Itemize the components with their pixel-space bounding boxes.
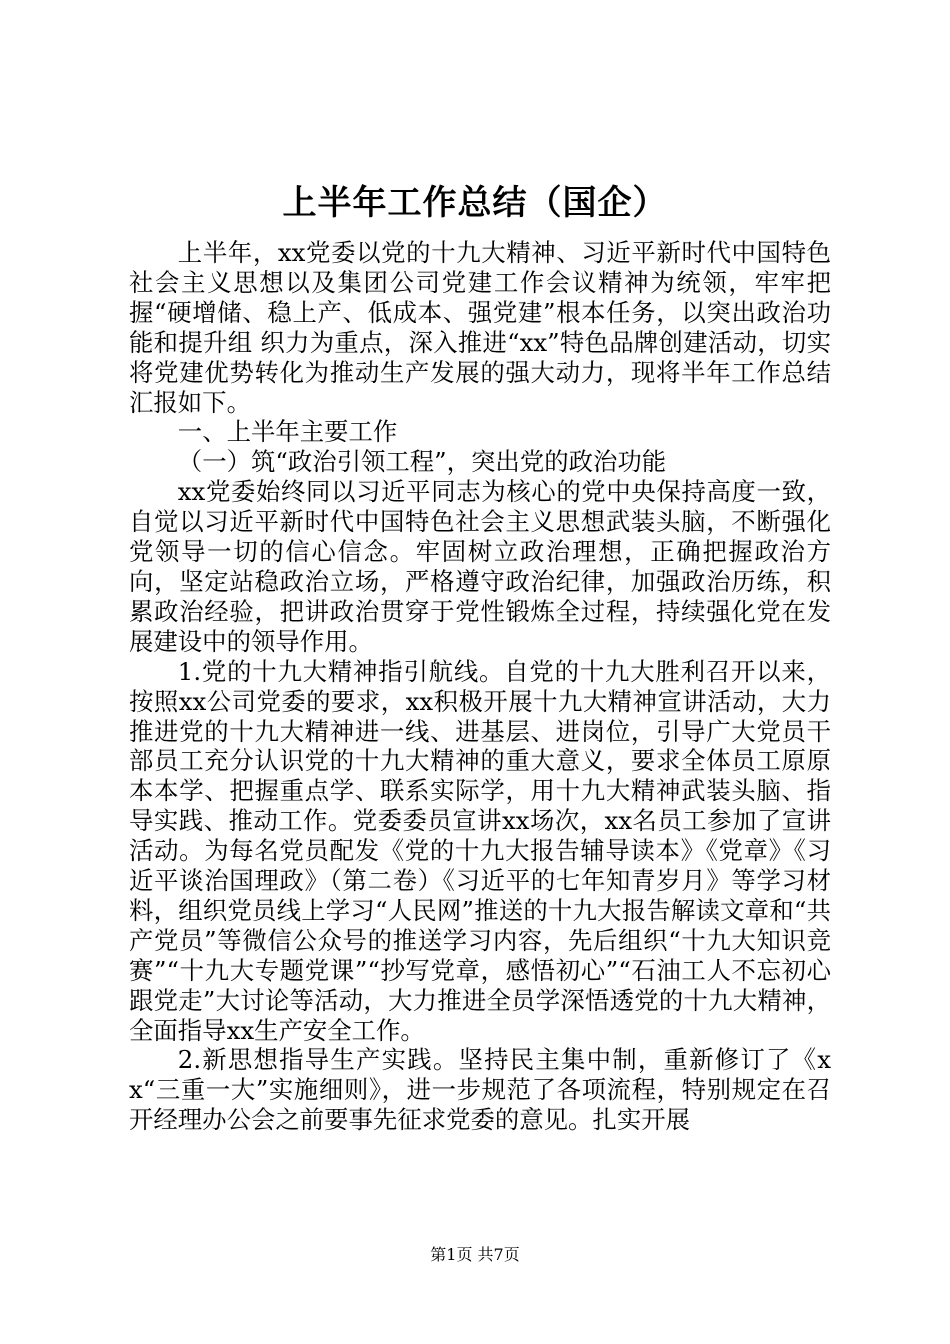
section-heading-1: 一、上半年主要工作	[177, 417, 398, 447]
document-title: 上半年工作总结（国企）	[282, 183, 668, 223]
paragraph-item-1: 1.党的十九大精神指引航线。自党的十九大胜利召开以来，按照xx公司党委的要求，xx积极开展十九大精神宣讲活动，大力推进党的十九大精神进一线、进基层、进岗位，引导广大党员干部员工充分认识党的十九大精神的重大意义，要求全体员工原原本本学、把握重点学、联系实际学，用十九大精神武装头脑、指导实践、推动工作。党委委员宣讲xx场次，xx名员工参加了宣讲活动。为每名党员配发《党的十九大报告辅导读本》《党章》《习近平谈治国理政》（第二卷）《习近平的七年知青岁月》等学习材料，组织党员线上学习“人民网”推送的十九大报告解读文章和“共产党员”等微信公众号的推送学习内容，先后组织“十九大知识竞赛”“十九大专题党课”“抄写党章，感悟初心”“石油工人不忘初心跟党走”大讨论等活动，大力推进全员学深悟透党的十九大精神，全面指导xx生产安全工作。	[129, 656, 831, 1045]
page-footer: 第1页 共7页	[430, 1245, 520, 1264]
document-body	[129, 238, 831, 1135]
paragraph-political-leadership: xx党委始终同以习近平同志为核心的党中央保持高度一致，自觉以习近平新时代中国特色社会主义思想武装头脑，不断强化党领导一切的信心信念。牢固树立政治理想，正确把握政治方向，坚定站稳政治立场，严格遵守政治纪律，加强政治历练，积累政治经验，把讲政治贯穿于党性锻炼全过程，持续强化党在发展建设中的领导作用。	[129, 477, 831, 656]
subsection-heading-1: （一）筑“政治引领工程”，突出党的政治功能	[177, 447, 667, 477]
paragraph-item-2: 2.新思想指导生产实践。坚持民主集中制，重新修订了《xx“三重一大”实施细则》，进一步规范了各项流程，特别规定在召开经理办公会之前要事先征求党委的意见。扎实开展	[129, 1045, 831, 1135]
intro-paragraph: 上半年，xx党委以党的十九大精神、习近平新时代中国特色社会主义思想以及集团公司党建工作会议精神为统领，牢牢把握“硬增储、稳上产、低成本、强党建”根本任务，以突出政治功能和提升组 织力为重点，深入推进“xx”特色品牌创建活动，切实将党建优势转化为推动生产发展的强大动力，现将半年工作总结汇报如下。	[129, 238, 831, 417]
